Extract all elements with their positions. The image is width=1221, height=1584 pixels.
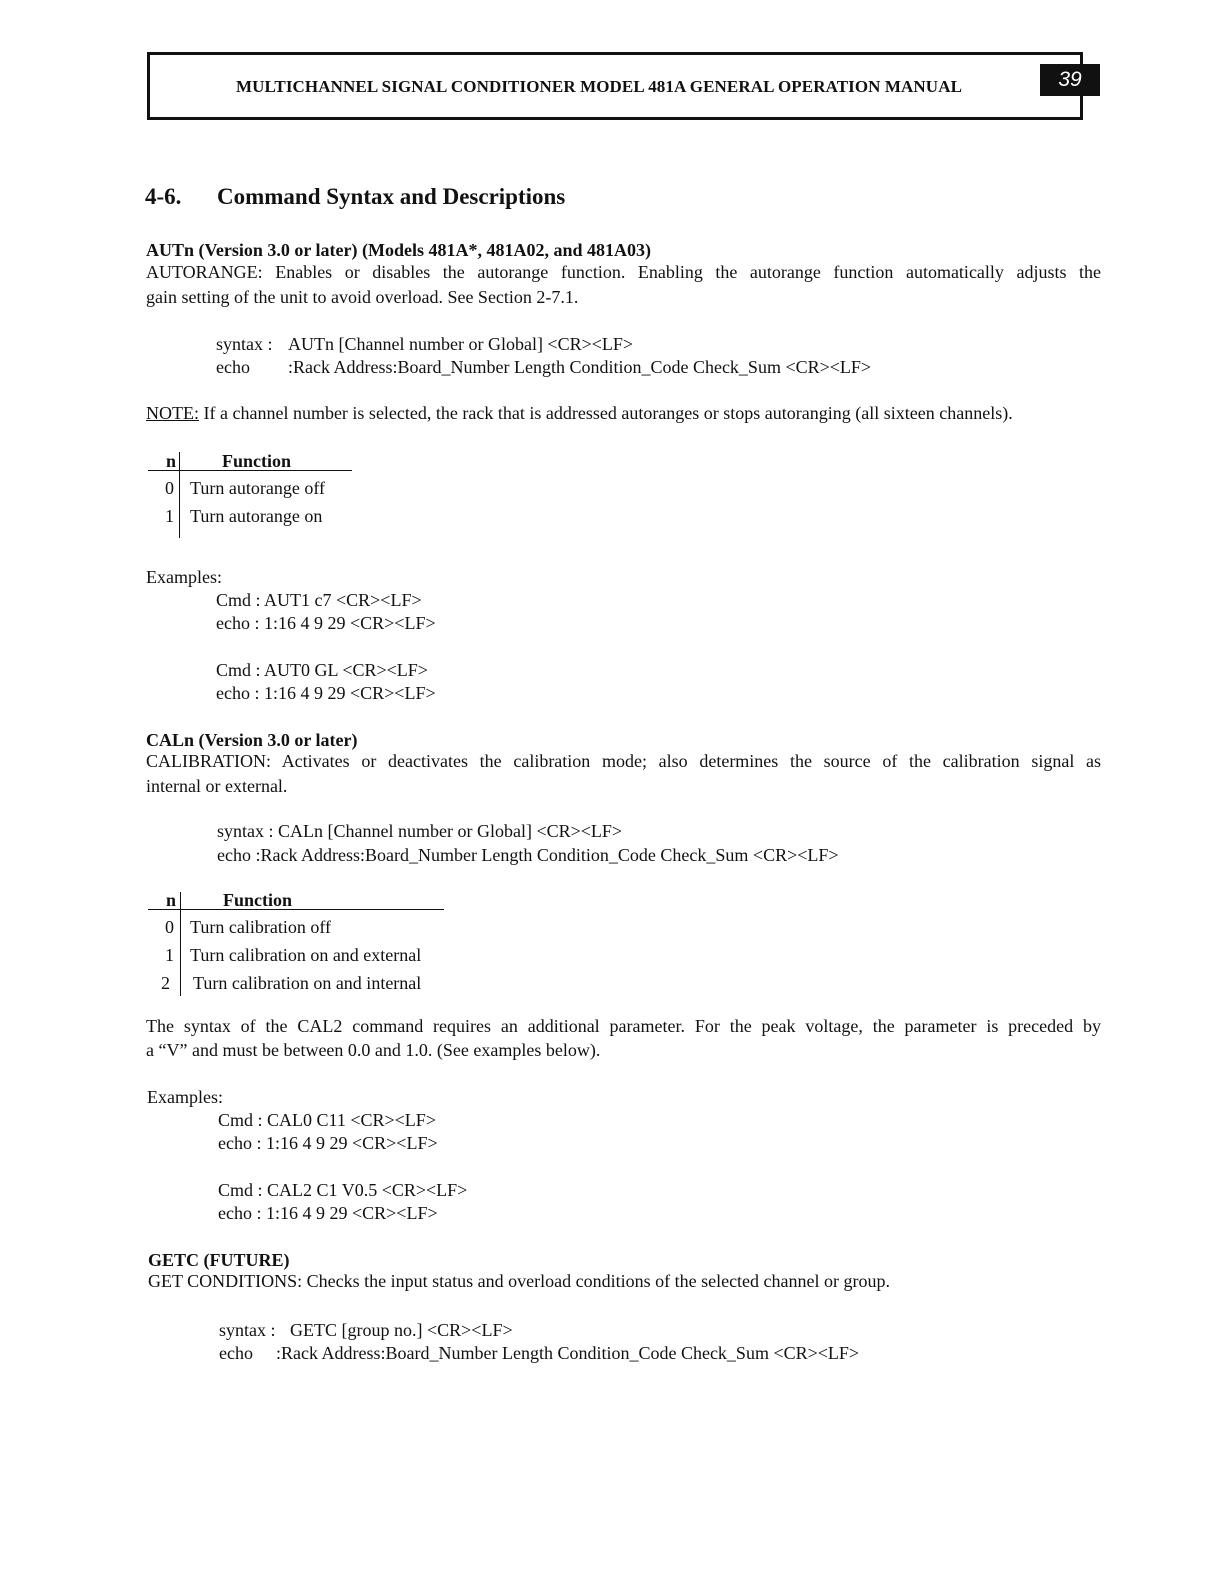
caln-table-header-n: n bbox=[166, 890, 177, 910]
caln-row-function: Turn calibration off bbox=[190, 917, 331, 937]
autn-example-line: Cmd : AUT0 GL <CR><LF> bbox=[216, 660, 428, 680]
autn-row-n: 1 bbox=[165, 506, 174, 526]
autn-table-divider bbox=[179, 452, 180, 538]
caln-syntax: syntax : CALn [Channel number or Global] <CR><LF> bbox=[217, 821, 623, 841]
caln-table-header-function: Function bbox=[223, 890, 293, 910]
caln-examples-label: Examples: bbox=[147, 1087, 223, 1107]
caln-paragraph-line1: The syntax of the CAL2 command requires an additional parameter. For the peak voltage, the parameter is preceded by bbox=[146, 1016, 1101, 1036]
caln-example-line: echo : 1:16 4 9 29 <CR><LF> bbox=[218, 1203, 438, 1223]
autn-example-line: echo : 1:16 4 9 29 <CR><LF> bbox=[216, 683, 436, 703]
section-title: Command Syntax and Descriptions bbox=[217, 184, 566, 209]
autn-note bbox=[146, 403, 1013, 424]
autn-example-line: Cmd : AUT1 c7 <CR><LF> bbox=[216, 590, 422, 610]
note-text: If a channel number is selected, the rack that is addressed autoranges or stops autoranging (all sixteen channels). bbox=[203, 403, 1013, 423]
getc-syntax-value: GETC [group no.] <CR><LF> bbox=[290, 1320, 513, 1340]
autn-table-header-function: Function bbox=[222, 451, 292, 471]
getc-syntax-label: syntax : bbox=[219, 1320, 276, 1340]
caln-row-function: Turn calibration on and internal bbox=[193, 973, 422, 993]
caln-example-line: Cmd : CAL2 C1 V0.5 <CR><LF> bbox=[218, 1180, 468, 1200]
caln-paragraph-line2: a “V” and must be between 0.0 and 1.0. (See examples below). bbox=[146, 1040, 601, 1060]
autn-examples-label: Examples: bbox=[146, 567, 222, 587]
manual-title: MULTICHANNEL SIGNAL CONDITIONER MODEL 481A GENERAL OPERATION MANUAL bbox=[236, 77, 963, 96]
caln-heading: CALn (Version 3.0 or later) bbox=[146, 730, 358, 750]
section-number: 4-6. bbox=[145, 184, 182, 209]
autn-heading: AUTn (Version 3.0 or later) (Models 481A*, 481A02, and 481A03) bbox=[146, 240, 651, 260]
caln-echo: echo :Rack Address:Board_Number Length Condition_Code Check_Sum <CR><LF> bbox=[217, 845, 839, 865]
getc-echo-label: echo bbox=[219, 1343, 253, 1363]
autn-syntax-label: syntax : bbox=[216, 334, 273, 354]
autn-description-line2: gain setting of the unit to avoid overload. See Section 2-7.1. bbox=[146, 287, 579, 307]
caln-row-n: 1 bbox=[165, 945, 174, 965]
autn-row-function: Turn autorange on bbox=[190, 506, 323, 526]
autn-row-n: 0 bbox=[165, 478, 174, 498]
autn-table-header-n: n bbox=[166, 451, 177, 471]
autn-description-line1: AUTORANGE: Enables or disables the autorange function. Enabling the autorange function automatically adjusts the bbox=[146, 262, 1101, 282]
getc-echo-value: :Rack Address:Board_Number Length Condition_Code Check_Sum <CR><LF> bbox=[276, 1343, 860, 1363]
getc-heading: GETC (FUTURE) bbox=[148, 1250, 290, 1270]
caln-row-function: Turn calibration on and external bbox=[190, 945, 422, 965]
autn-row-function: Turn autorange off bbox=[190, 478, 325, 498]
page-number: 39 bbox=[1040, 64, 1100, 96]
autn-syntax-value: AUTn [Channel number or Global] <CR><LF> bbox=[288, 334, 634, 354]
getc-description: GET CONDITIONS: Checks the input status and overload conditions of the selected channel or group. bbox=[148, 1271, 891, 1291]
caln-table-header-rule bbox=[148, 909, 444, 910]
caln-description-line2: internal or external. bbox=[146, 776, 288, 796]
autn-echo-label: echo bbox=[216, 357, 250, 377]
caln-row-n: 0 bbox=[165, 917, 174, 937]
note-label: NOTE: bbox=[146, 403, 199, 423]
caln-example-line: Cmd : CAL0 C11 <CR><LF> bbox=[218, 1110, 436, 1130]
caln-row-n: 2 bbox=[161, 973, 170, 993]
caln-example-line: echo : 1:16 4 9 29 <CR><LF> bbox=[218, 1133, 438, 1153]
caln-description-line1: CALIBRATION: Activates or deactivates the calibration mode; also determines the source of the calibration signal as bbox=[146, 751, 1101, 771]
autn-example-line: echo : 1:16 4 9 29 <CR><LF> bbox=[216, 613, 436, 633]
autn-echo-value: :Rack Address:Board_Number Length Condition_Code Check_Sum <CR><LF> bbox=[288, 357, 872, 377]
caln-table-divider bbox=[180, 892, 181, 996]
